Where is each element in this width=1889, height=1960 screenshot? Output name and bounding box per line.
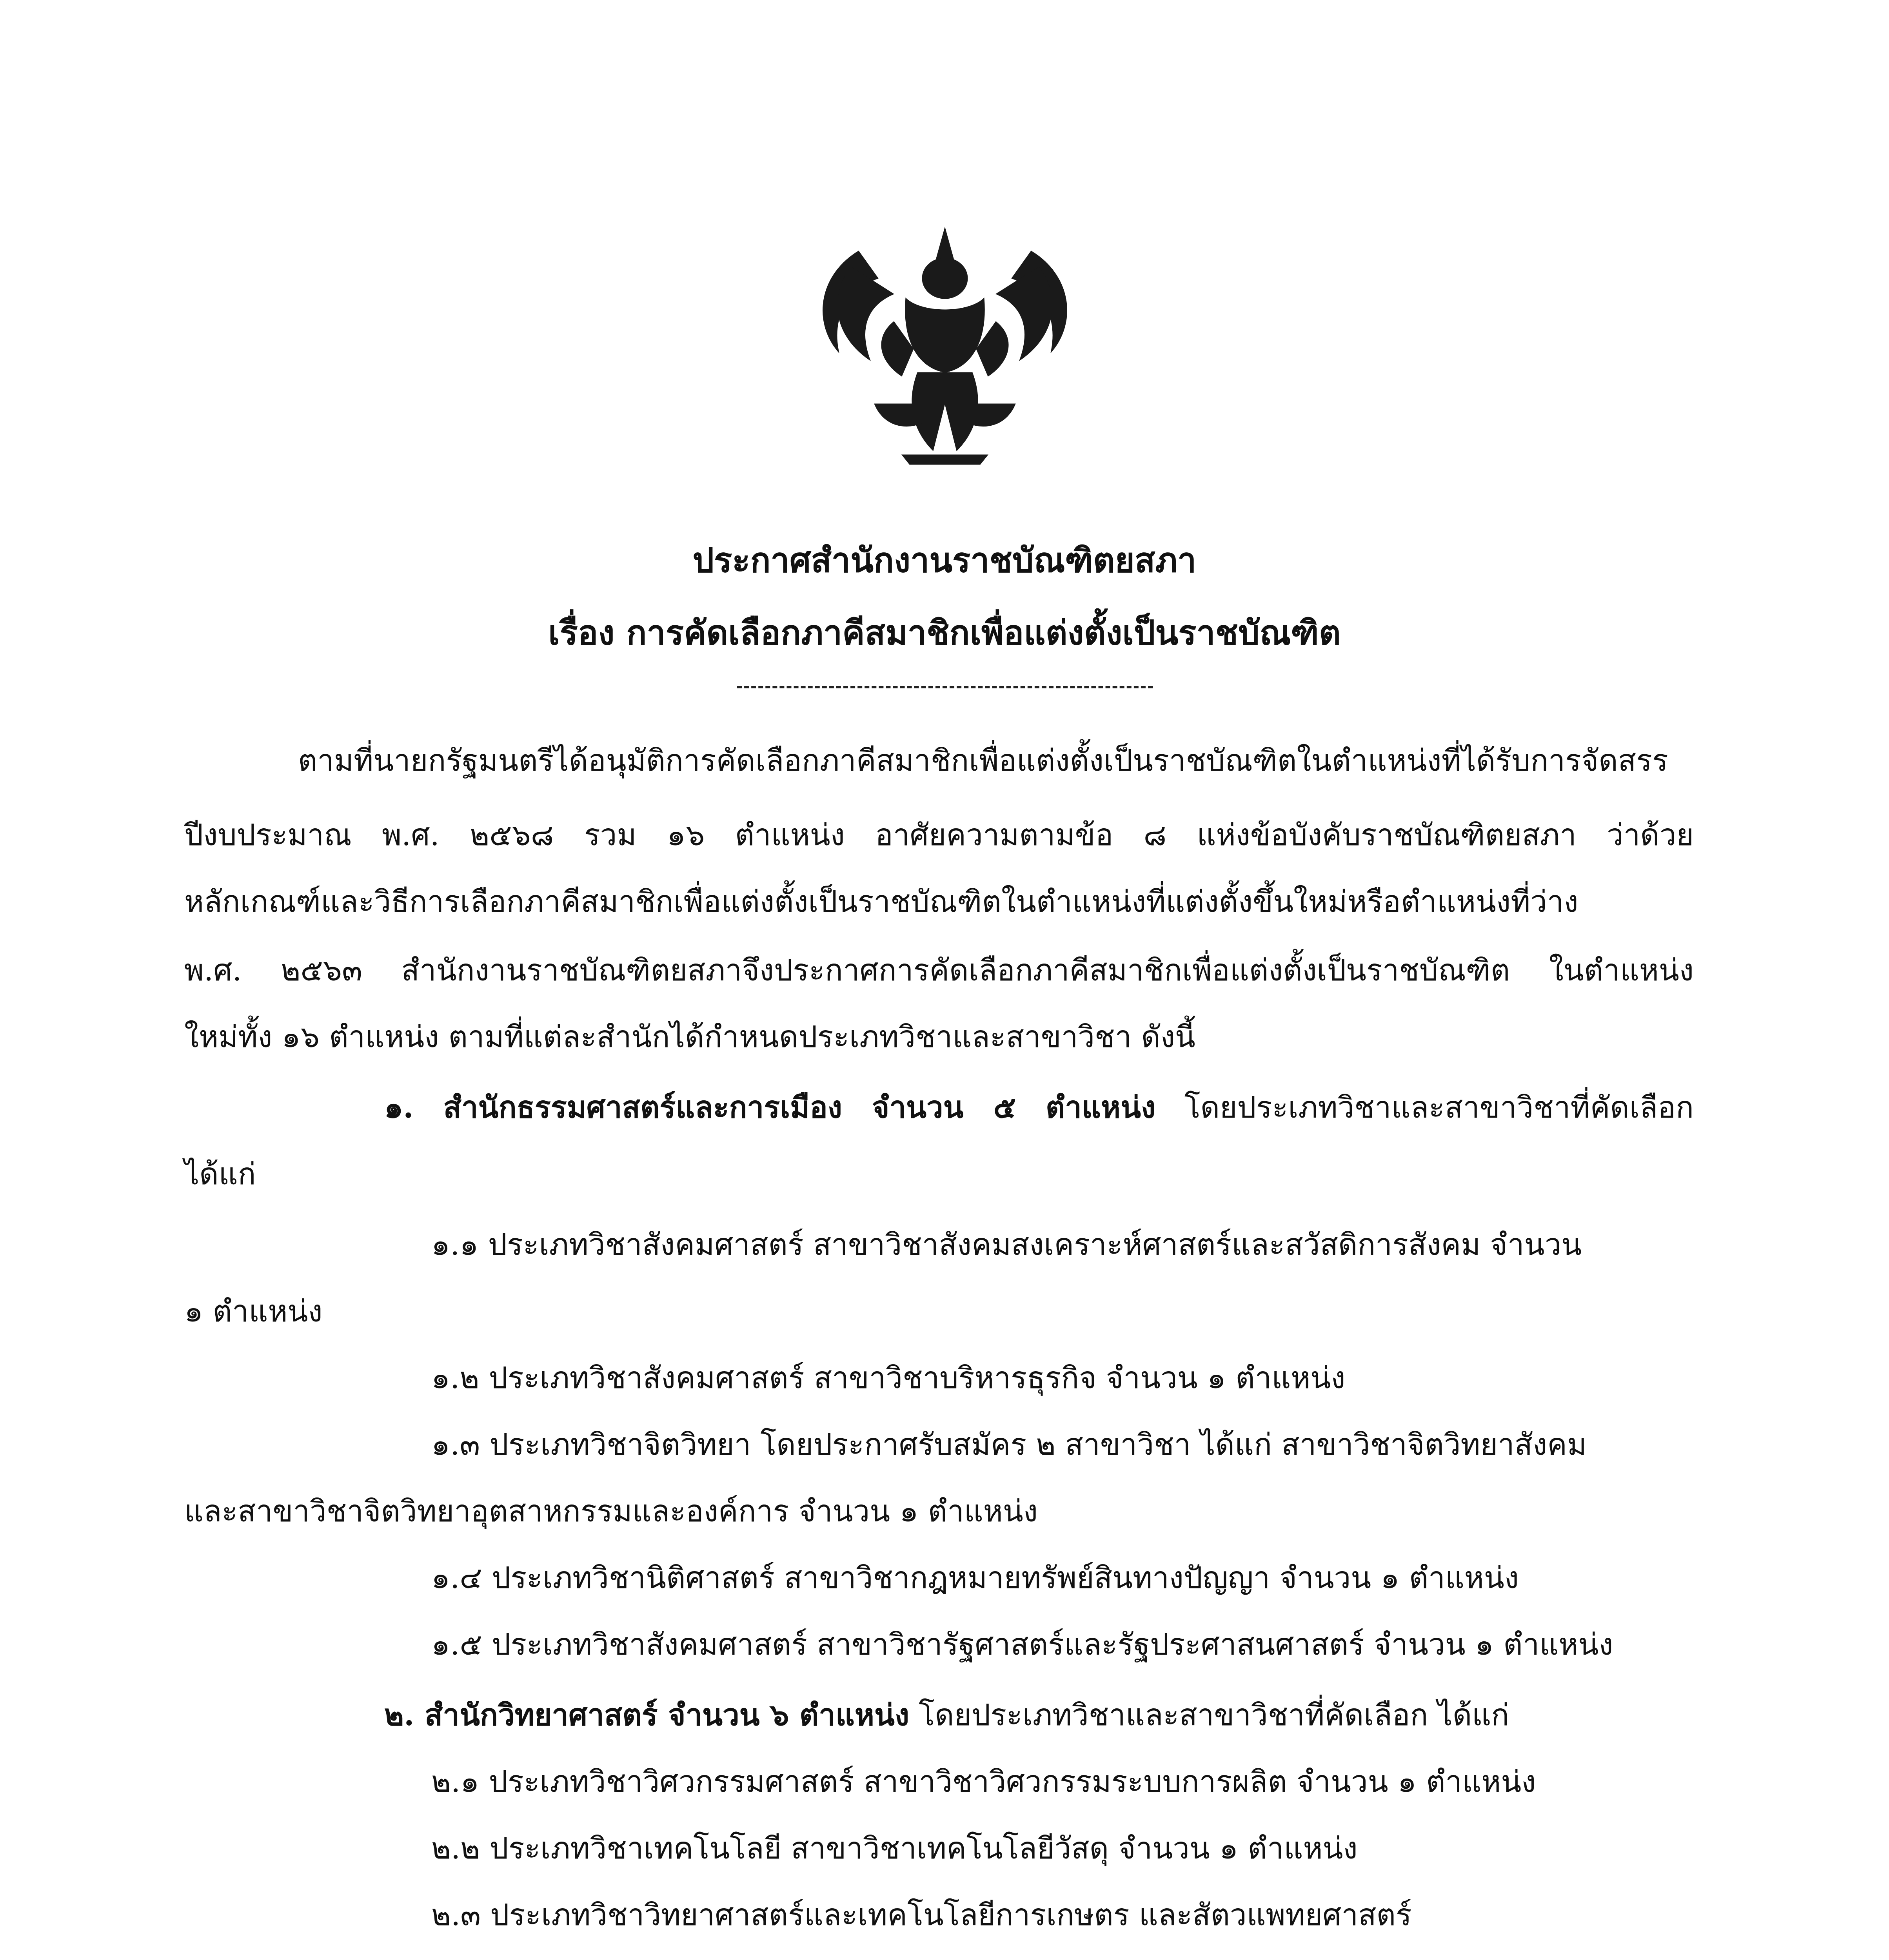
intro-line-5: ใหม่ทั้ง ๑๖ ตำแหน่ง ตามที่แต่ละสำนักได้กำหนดประเภทวิชาและสาขาวิชา ดังนี้ — [184, 1019, 1195, 1054]
section2-heading-bold: ๒. สำนักวิทยาศาสตร์ จำนวน ๖ ตำแหน่ง — [384, 1697, 910, 1732]
item-1-2: ๑.๒ ประเภทวิชาสังคมศาสตร์ สาขาวิชาบริหารธุรกิจ จำนวน ๑ ตำแหน่ง — [431, 1360, 1346, 1395]
item-1-4: ๑.๔ ประเภทวิชานิติศาสตร์ สาขาวิชากฎหมายทรัพย์สินทางปัญญา จำนวน ๑ ตำแหน่ง — [431, 1560, 1519, 1595]
section1-heading-bold: ๑. สำนักธรรมศาสตร์และการเมือง จำนวน ๕ ตำแหน่ง — [384, 1090, 1156, 1125]
intro-line-4: พ.ศ. ๒๕๖๓ สำนักงานราชบัณฑิตยสภาจึงประกาศการคัดเลือกภาคีสมาชิกเพื่อแต่งตั้งเป็นราชบัณฑิต ในตำแหน่ง — [184, 953, 1694, 987]
announcement-title: ประกาศสำนักงานราชบัณฑิตยสภา — [692, 541, 1197, 580]
intro-line-2: ปีงบประมาณ พ.ศ. ๒๕๖๘ รวม ๑๖ ตำแหน่ง อาศัยความตามข้อ ๘ แห่งข้อบังคับราชบัณฑิตยสภา ว่าด้วย — [184, 817, 1694, 852]
section1-heading-rest: โดยประเภทวิชาและสาขาวิชาที่คัดเลือก — [1184, 1090, 1694, 1125]
title-divider — [737, 686, 1153, 688]
item-2-2: ๒.๒ ประเภทวิชาเทคโนโลยี สาขาวิชาเทคโนโลยีวัสดุ จำนวน ๑ ตำแหน่ง — [431, 1831, 1358, 1866]
item-2-3-line-1: ๒.๓ ประเภทวิชาวิทยาศาสตร์และเทคโนโลยีการเกษตร และสัตวแพทยศาสตร์ — [431, 1897, 1412, 1932]
intro-line-1: ตามที่นายกรัฐมนตรีได้อนุมัติการคัดเลือกภาคีสมาชิกเพื่อแต่งตั้งเป็นราชบัณฑิตในตำแหน่งที่ได้รับการจัดสรร — [298, 743, 1668, 778]
section1-heading — [384, 1086, 1694, 1129]
item-1-3-line-1: ๑.๓ ประเภทวิชาจิตวิทยา โดยประกาศรับสมัคร ๒ สาขาวิชา ได้แก่ สาขาวิชาจิตวิทยาสังคม — [431, 1427, 1587, 1462]
announcement-subject: เรื่อง การคัดเลือกภาคีสมาชิกเพื่อแต่งตั้งเป็นราชบัณฑิต — [548, 613, 1341, 653]
intro-line-3: หลักเกณฑ์และวิธีการเลือกภาคีสมาชิกเพื่อแต่งตั้งเป็นราชบัณฑิตในตำแหน่งที่แต่งตั้งขึ้นใหม่หรือตำแหน่งที่ว่าง — [184, 884, 1578, 919]
section2-heading-rest: โดยประเภทวิชาและสาขาวิชาที่คัดเลือก ได้แก่ — [919, 1697, 1509, 1732]
item-2-1: ๒.๑ ประเภทวิชาวิศวกรรมศาสตร์ สาขาวิชาวิศวกรรมระบบการผลิต จำนวน ๑ ตำแหน่ง — [431, 1764, 1536, 1799]
section2-heading — [384, 1693, 1509, 1737]
item-1-1-line-1: ๑.๑ ประเภทวิชาสังคมศาสตร์ สาขาวิชาสังคมสงเคราะห์ศาสตร์และสวัสดิการสังคม จำนวน — [431, 1227, 1582, 1262]
section1-heading-cont: ได้แก่ — [184, 1156, 256, 1191]
item-1-1-line-2: ๑ ตำแหน่ง — [184, 1294, 323, 1328]
item-1-3-line-2: และสาขาวิชาจิตวิทยาอุตสาหกรรมและองค์การ จำนวน ๑ ตำแหน่ง — [184, 1494, 1038, 1528]
item-1-5: ๑.๕ ประเภทวิชาสังคมศาสตร์ สาขาวิชารัฐศาสตร์และรัฐประศาสนศาสตร์ จำนวน ๑ ตำแหน่ง — [431, 1627, 1613, 1662]
garuda-emblem — [804, 220, 1086, 470]
